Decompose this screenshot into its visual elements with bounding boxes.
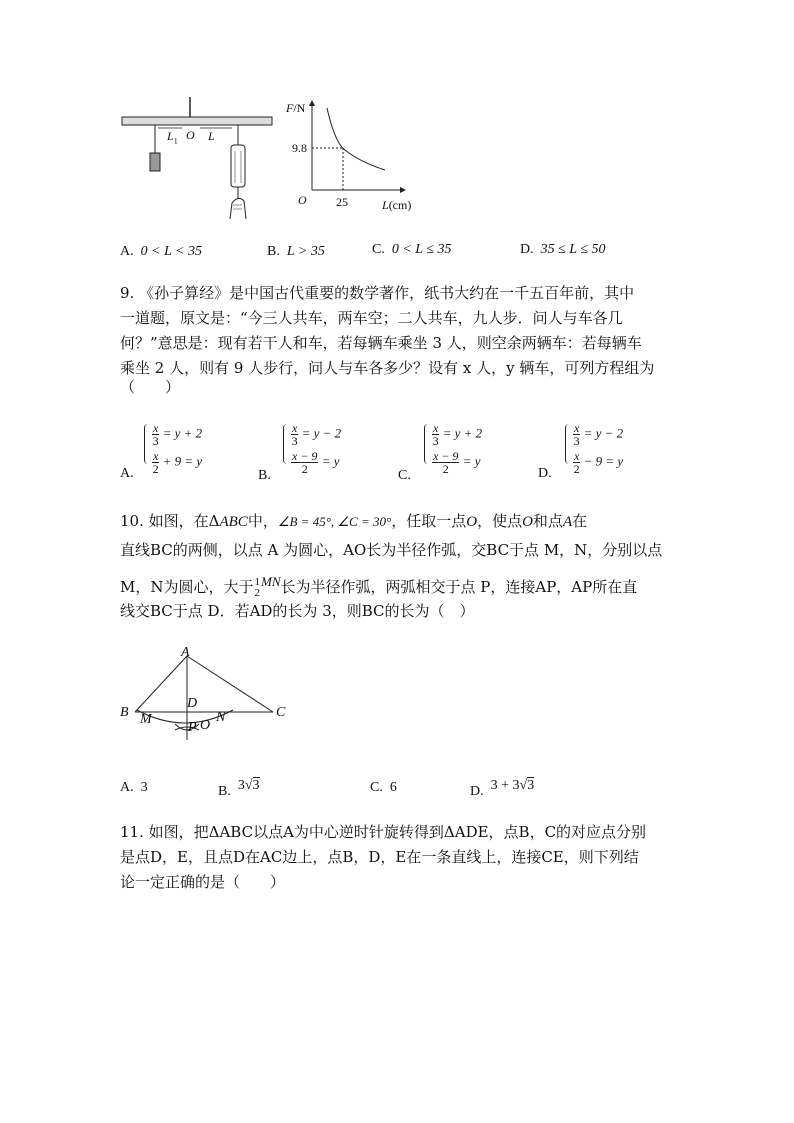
fig-label-p: P xyxy=(188,720,197,735)
fig-label-a: A xyxy=(181,645,190,660)
q9-option-a-system[interactable]: $\frac{x}{3}$ = y + 2 $\frac{x}{2}$ + 9 = y xyxy=(144,424,234,474)
q11-line-3: 论一定正确的是（ ） xyxy=(120,873,286,891)
q8-option-a[interactable]: A. 0 < L < 35 xyxy=(120,244,203,259)
graph-y-label: F/N xyxy=(286,101,306,115)
fig-label-n: N xyxy=(216,710,226,725)
q10-option-b[interactable]: B. 3√3 xyxy=(218,778,260,799)
graph-x-label: L(cm) xyxy=(382,198,412,212)
q10-line-1: 10. 如图，在ΔABC中，∠B = 45°, ∠C = 30°，任取一点O，使点O和点A在 xyxy=(120,512,588,530)
q8-option-c[interactable]: C. 0 < L ≤ 35 xyxy=(372,242,452,257)
q8-option-d[interactable]: D. 35 ≤ L ≤ 50 xyxy=(520,242,606,257)
graph-x-tick: 25 xyxy=(336,195,348,209)
q9-option-c-system[interactable]: $\frac{x}{3}$ = y + 2 $\frac{x - 9}{2}$ = y xyxy=(424,424,514,474)
q11-line-2: 是点D，E，且点D在AC边上，点B，D，E在一条直线上，连接CE，则下列结 xyxy=(120,848,639,866)
lever-label-l: L xyxy=(208,129,215,143)
q10-line-3: M，N为圆心，大于 1 2 MN长为半径作弧，两弧相交于点 P，连接AP，AP所在直 xyxy=(120,574,638,599)
lever-label-o: O xyxy=(186,128,195,142)
fig-label-o: O xyxy=(200,718,211,733)
fig-label-c: C xyxy=(276,705,286,720)
brace xyxy=(144,424,151,464)
q9-line-2: 一道题，原文是：“今三人共车，两车空；二人共车，九人步．问人与车各几 xyxy=(120,309,623,327)
q10-line-2: 直线BC的两侧，以点 A 为圆心，AO长为半径作弧，交BC于点 M，N，分别以点 xyxy=(120,541,663,559)
q10-option-d[interactable]: D. 3 + 3√3 xyxy=(470,778,535,799)
graph-origin-label: O xyxy=(298,193,307,207)
q9-option-c-letter[interactable]: C. xyxy=(398,468,411,483)
q10-option-a[interactable]: A. 3 xyxy=(120,780,148,795)
q9-line-5: （ ） xyxy=(120,378,181,396)
q9-line-3: 何？”意思是：现有若干人和车，若每辆车乘坐 3 人，则空余两辆车：若每辆车 xyxy=(120,334,642,352)
graph-y-tick: 9.8 xyxy=(292,141,307,155)
q9-option-d-letter[interactable]: D. xyxy=(538,466,552,481)
fig-label-d: D xyxy=(187,696,198,711)
q9-option-b-system[interactable]: $\frac{x}{3}$ = y − 2 $\frac{x - 9}{2}$ = y xyxy=(283,424,373,474)
q9-option-d-system[interactable]: $\frac{x}{3}$ = y − 2 $\frac{x}{2}$ − 9 = y xyxy=(565,424,655,474)
fig-label-b: B xyxy=(120,705,129,720)
q9-option-a-letter[interactable]: A. xyxy=(120,466,134,481)
q10-line-4: 线交BC于点 D．若AD的长为 3，则BC的长为（ ） xyxy=(120,602,475,620)
q9-option-b-letter[interactable]: B. xyxy=(258,468,271,483)
brace xyxy=(565,424,572,464)
lever-figure xyxy=(118,95,278,220)
q10-option-c[interactable]: C. 6 xyxy=(370,780,397,795)
lever-label-l1: $L_1$ xyxy=(167,129,178,146)
fig-label-m: M xyxy=(140,712,152,727)
brace xyxy=(424,424,431,464)
q9-line-1: 9. 《孙子算经》是中国古代重要的数学著作，纸书大约在一千五百年前，其中 xyxy=(120,284,635,302)
q8-option-b[interactable]: B. L > 35 xyxy=(267,244,325,259)
q11-line-1: 11. 如图，把ΔABC以点A为中心逆时针旋转得到ΔADE，点B，C的对应点分别 xyxy=(120,823,647,841)
q9-line-4: 乘坐 2 人，则有 9 人步行，问人与车各多少？设有 x 人，y 辆车，可列方程组为 xyxy=(120,359,655,377)
brace xyxy=(283,424,290,464)
